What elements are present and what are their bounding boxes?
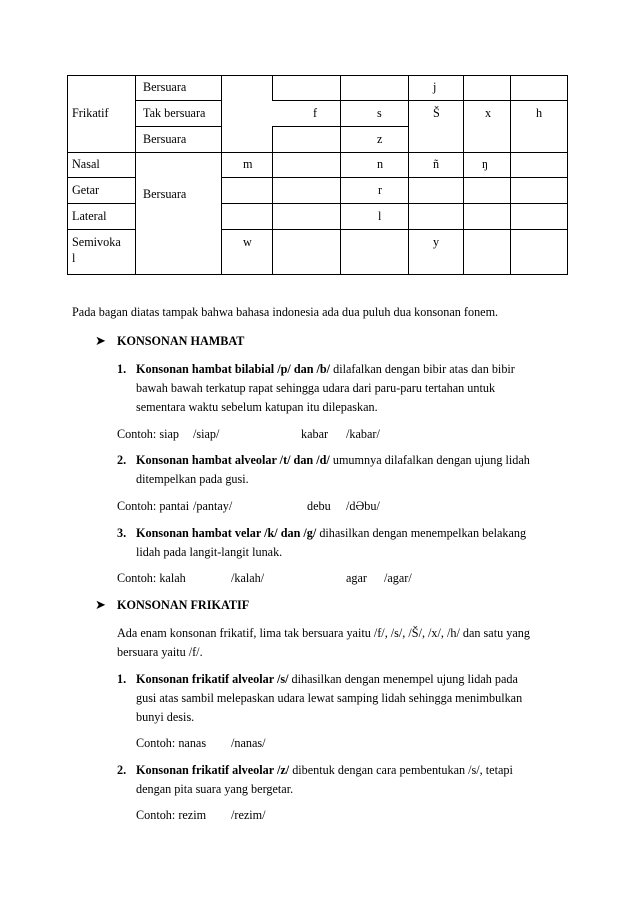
table-cell: f (313, 106, 318, 120)
list-item-line (136, 672, 518, 687)
list-item-term: Konsonan frikatif alveolar /z/ (136, 763, 290, 777)
example-label: Contoh: nanas (136, 736, 207, 750)
list-item-line: gusi atas sambil melepaskan udara lewat samping lidah sehingga menimbulkan (136, 691, 523, 705)
table-cell: Lateral (72, 209, 107, 223)
table-border (567, 75, 568, 275)
table-border (67, 229, 135, 230)
table-border (272, 75, 273, 101)
list-item-text: dibentuk dengan cara pembentukan /s/, tetapi (289, 763, 513, 777)
list-item-line (136, 362, 515, 377)
table-border (67, 203, 135, 204)
list-item-line: lidah pada langit-langit lunak. (136, 545, 283, 559)
table-cell: x (485, 106, 492, 120)
list-number: 1. (117, 362, 127, 376)
table-cell: Tak bersuara (143, 106, 206, 120)
example-phonemic: /dƏbu/ (346, 499, 380, 513)
table-border (67, 75, 68, 275)
list-item-term: Konsonan hambat bilabial /p/ dan /b/ (136, 362, 331, 376)
example-phonemic: /kabar/ (346, 427, 380, 441)
table-cell: ñ (433, 157, 440, 171)
table-cell: m (243, 157, 253, 171)
table-border (272, 100, 568, 101)
table-cell: n (377, 157, 384, 171)
table-cell: j (433, 80, 437, 94)
table-border (67, 274, 568, 275)
example-phonemic: /nanas/ (231, 736, 266, 750)
table-cell: Bersuara (143, 187, 187, 201)
section-description: Ada enam konsonan frikatif, lima tak bersuara yaitu /f/, /s/, /Š/, /x/, /h/ dan satu yang (117, 626, 530, 640)
table-cell: r (378, 183, 383, 197)
table-border (67, 152, 568, 153)
list-item-text: dilafalkan dengan bibir atas dan bibir (330, 362, 515, 376)
arrow-bullet-icon: ➤ (95, 333, 106, 348)
list-item-line: bawah bawah terkatup rapat sehingga udara dari paru-paru tertahan untuk (136, 381, 496, 395)
table-cell: w (243, 235, 252, 249)
table-cell: Getar (72, 183, 100, 197)
example-label: Contoh: rezim (136, 808, 207, 822)
table-cell: y (433, 235, 440, 249)
table-cell: Semivoka (72, 235, 121, 249)
table-cell: h (536, 106, 543, 120)
table-cell: l (72, 251, 76, 265)
example-word: agar (346, 571, 367, 585)
example-word: debu (307, 499, 331, 513)
table-border (135, 75, 136, 275)
example-label: Contoh: kalah (117, 571, 186, 585)
list-item-term: Konsonan hambat alveolar /t/ dan /d/ (136, 453, 330, 467)
example-phonemic: /rezim/ (231, 808, 266, 822)
table-cell: Nasal (72, 157, 100, 171)
table-cell: ŋ (482, 157, 489, 171)
example-label: Contoh: siap (117, 427, 179, 441)
table-cell: Š (433, 106, 440, 120)
table-border (221, 75, 222, 275)
table-border (67, 75, 568, 76)
table-cell: z (377, 132, 383, 146)
section-description: bersuara yaitu /f/. (117, 645, 203, 659)
table-border (221, 203, 568, 204)
table-cell: Bersuara (143, 132, 187, 146)
list-item-line: dengan pita suara yang bergetar. (136, 782, 294, 796)
list-item-term: Konsonan hambat velar /k/ dan /g/ (136, 526, 317, 540)
list-item-line: bunyi desis. (136, 710, 195, 724)
list-item-term: Konsonan frikatif alveolar /s/ (136, 672, 289, 686)
section-heading-hambat: KONSONAN HAMBAT (117, 334, 245, 348)
example-phonemic: /agar/ (384, 571, 412, 585)
example-phonemic: /kalah/ (231, 571, 265, 585)
table-cell: Frikatif (72, 106, 109, 120)
table-cell: Bersuara (143, 80, 187, 94)
section-heading-frikatif: KONSONAN FRIKATIF (117, 598, 250, 612)
table-border (135, 100, 221, 101)
table-border (67, 177, 135, 178)
list-item-text: dihasilkan dengan menempelkan belakang (316, 526, 527, 540)
list-number: 2. (117, 453, 127, 467)
example-word: kabar (301, 427, 329, 441)
table-border (463, 75, 464, 275)
table-border (272, 126, 273, 275)
table-border (408, 75, 409, 275)
list-item-line: sementara waktu sebelum katupan itu dilepaskan. (136, 400, 378, 414)
example-phonemic: /pantay/ (193, 499, 233, 513)
list-item-line (136, 453, 530, 468)
list-item-line (136, 526, 526, 541)
arrow-bullet-icon: ➤ (95, 597, 106, 612)
list-item-text: dihasilkan dengan menempel ujung lidah pada (288, 672, 518, 686)
table-border (340, 75, 341, 275)
list-item-line (136, 763, 513, 778)
table-cell: s (377, 106, 382, 120)
table-border (135, 126, 221, 127)
list-item-text: umumnya dilafalkan dengan ujung lidah (329, 453, 530, 467)
list-number: 1. (117, 672, 127, 686)
example-label: Contoh: pantai (117, 499, 190, 513)
table-border (510, 75, 511, 275)
list-number: 2. (117, 763, 127, 777)
intro-paragraph: Pada bagan diatas tampak bahwa bahasa indonesia ada dua puluh dua konsonan fonem. (72, 305, 499, 319)
list-item-line: ditempelkan pada gusi. (136, 472, 249, 486)
table-border (221, 229, 568, 230)
table-border (221, 177, 568, 178)
list-number: 3. (117, 526, 127, 540)
example-phonemic: /siap/ (193, 427, 220, 441)
table-cell: l (378, 209, 382, 223)
